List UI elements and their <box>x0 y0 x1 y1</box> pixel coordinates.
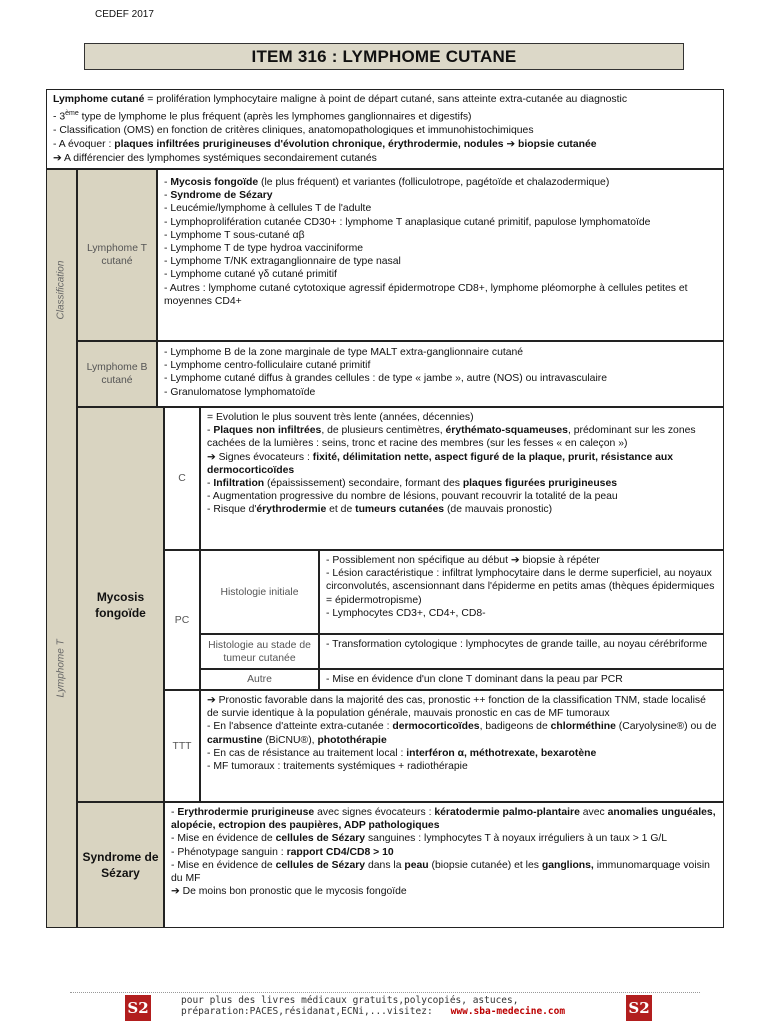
b-cutane-content <box>157 341 724 407</box>
sub-label-c: C <box>164 407 200 550</box>
list-item: = Evolution le plus souvent très lente (années, décennies) <box>207 412 474 423</box>
autre-content <box>319 669 724 690</box>
list-item: - Lésion caractéristique : infiltrat lymphocytaire dans le derme superficiel, au noyaux circonvolutés, ascensionnant dans l'épiderme en petits amas (thèques épidermiques = épidermotropisme) <box>326 568 715 606</box>
mycosis-clinique <box>200 407 724 550</box>
classification-table <box>46 169 724 928</box>
list-item: - Mise en évidence de cellules de Sézary sanguines : lymphocytes T à noyaux irréguliers à un taux > 1 G/L <box>171 833 668 845</box>
histo-initiale-label: Histologie initiale <box>200 550 319 634</box>
list-item: - En cas de résistance au traitement local : interféron α, méthotrexate, bexarotène <box>207 747 597 759</box>
list-item: - Risque d'érythrodermie et de tumeurs cutanées (de mauvais pronostic) <box>207 504 553 516</box>
header-note: CEDEF 2017 <box>95 9 154 20</box>
histo-tumeur-content <box>319 634 724 669</box>
intro-box <box>46 89 724 169</box>
row-label-sezary: Syndrome de Sézary <box>77 802 164 928</box>
sba-logo-right: S2 <box>626 995 652 1021</box>
list-item: - Augmentation progressive du nombre de lésions, pouvant recouvrir la totalité de la peau <box>207 491 618 503</box>
footer-line-2: préparation:PACES,résidanat,ECNi,...visitez: www.sba-medecine.com <box>181 1006 566 1017</box>
list-item: - Infiltration (épaississement) secondaire, formant des plaques figurées prurigineuses <box>207 478 617 490</box>
histo-tumeur-label: Histologie au stade de tumeur cutanée <box>200 634 319 669</box>
list-item: - Leucémie/lymphome à cellules T de l'adulte <box>164 203 372 215</box>
list-item: - En l'absence d'atteinte extra-cutanée : dermocorticoïdes, badigeons de chlorméthine (Caryolysine®) ou de carmustine (BiCNU®), photothérapie <box>207 721 717 746</box>
intro-line: - 3ème type de lymphome le plus fréquent (après les lymphomes ganglionnaires et digestifs) <box>53 110 472 123</box>
side-label-classification: Classification <box>55 260 67 320</box>
intro-line: Lymphome cutané = prolifération lymphocytaire maligne à point de départ cutané, sans atteinte extra-cutanée au diagnostic <box>53 94 628 105</box>
mycosis-traitement <box>200 690 724 802</box>
footer-url-link[interactable]: www.sba-medecine.com <box>450 1006 566 1017</box>
list-item: - MF tumoraux : traitements systémiques + radiothérapie <box>207 761 468 773</box>
list-item: - Erythrodermie prurigineuse avec signes évocateurs : kératodermie palmo-plantaire avec anomalies unguéales, alopécie, ectropion des paupières, ADP pathologiques <box>171 807 716 832</box>
intro-line: - A évoquer : plaques infiltrées prurigineuses d'évolution chronique, érythrodermie, nodules ➔ biopsie cutanée <box>53 139 597 151</box>
list-item: - Lymphome centro-folliculaire cutané primitif <box>164 360 371 372</box>
list-item: - Lymphome T de type hydroa vacciniforme <box>164 243 364 255</box>
side-label-lymphome-t: Lymphome T <box>55 639 67 698</box>
list-item: ➔ De moins bon pronostic que le mycosis fongoïde <box>171 886 407 898</box>
intro-line: ➔ A différencier des lymphomes systémiques secondairement cutanés <box>53 153 377 165</box>
footer-line-1: pour plus des livres médicaux gratuits,polycopiés, astuces, <box>181 995 519 1006</box>
row-label-t-cutane: Lymphome T cutané <box>77 169 157 341</box>
row-label-b-cutane: Lymphome B cutané <box>77 341 157 407</box>
t-cutane-content <box>157 169 724 341</box>
row-label-mycosis: Mycosis fongoïde <box>77 407 164 802</box>
footer-text <box>181 995 565 1017</box>
list-item: - Lymphome T sous-cutané αβ <box>164 229 305 241</box>
list-item: - Phénotypage sanguin : rapport CD4/CD8 > 10 <box>171 846 394 858</box>
list-item: - Mise en évidence d'un clone T dominant dans la peau par PCR <box>326 674 623 685</box>
list-item: - Lymphoprolifération cutanée CD30+ : lymphome T anaplasique cutané primitif, papulose lymphomatoïde <box>164 216 651 228</box>
list-item: - Lymphome cutané diffus à grandes cellules : de type « jambe », autre (NOS) ou intravasculaire <box>164 373 607 385</box>
page-title: ITEM 316 : LYMPHOME CUTANE <box>84 43 684 70</box>
sub-label-pc: PC <box>164 550 200 690</box>
autre-label: Autre <box>200 669 319 690</box>
sub-label-ttt: TTT <box>164 690 200 802</box>
histo-initiale-content <box>319 550 724 634</box>
list-item: - Lymphome T/NK extraganglionnaire de type nasal <box>164 256 401 268</box>
list-item: - Plaques non infiltrées, de plusieurs centimètres, érythémato-squameuses, prédominant sur les zones cachées de la lumières : seins, tronc et racine des membres (sur les fesses « en caleçon ») <box>207 425 696 450</box>
sba-logo-left: S2 <box>125 995 151 1021</box>
list-item: ➔ Signes évocateurs : fixité, délimitation nette, aspect figuré de la plaque, prurit, résistance aux dermocorticoïdes <box>207 451 674 476</box>
list-item: - Lymphocytes CD3+, CD4+, CD8- <box>326 607 486 619</box>
list-item: - Mycosis fongoïde (le plus fréquent) et variantes (folliculotrope, pagétoïde et chalazodermique) <box>164 177 610 188</box>
list-item: ➔ Pronostic favorable dans la majorité des cas, pronostic ++ fonction de la classification TNM, stade localisé de survie identique à la population générale, mauvais pronostic en cas de MF tumoraux <box>207 695 706 720</box>
sezary-content <box>164 802 724 928</box>
list-item: - Transformation cytologique : lymphocytes de grande taille, au noyau cérébriforme <box>326 639 708 650</box>
list-item: - Lymphome cutané γδ cutané primitif <box>164 269 337 281</box>
list-item: - Mise en évidence de cellules de Sézary dans la peau (biopsie cutanée) et les ganglions, immunomarquage voisin du MF <box>171 859 710 885</box>
intro-line: - Classification (OMS) en fonction de critères cliniques, anatomopathologiques et immunohistochimiques <box>53 125 534 137</box>
list-item: - Lymphome B de la zone marginale de type MALT extra-ganglionnaire cutané <box>164 347 524 358</box>
list-item: - Granulomatose lymphomatoïde <box>164 386 316 398</box>
list-item: - Autres : lymphome cutané cytotoxique agressif épidermotrope CD8+, lymphome pléomorphe à cellules petites et moyennes CD4+ <box>164 282 688 307</box>
footer-divider <box>70 992 700 993</box>
list-item: - Syndrome de Sézary <box>164 190 273 202</box>
list-item: - Possiblement non spécifique au début ➔ biopsie à répéter <box>326 555 600 566</box>
